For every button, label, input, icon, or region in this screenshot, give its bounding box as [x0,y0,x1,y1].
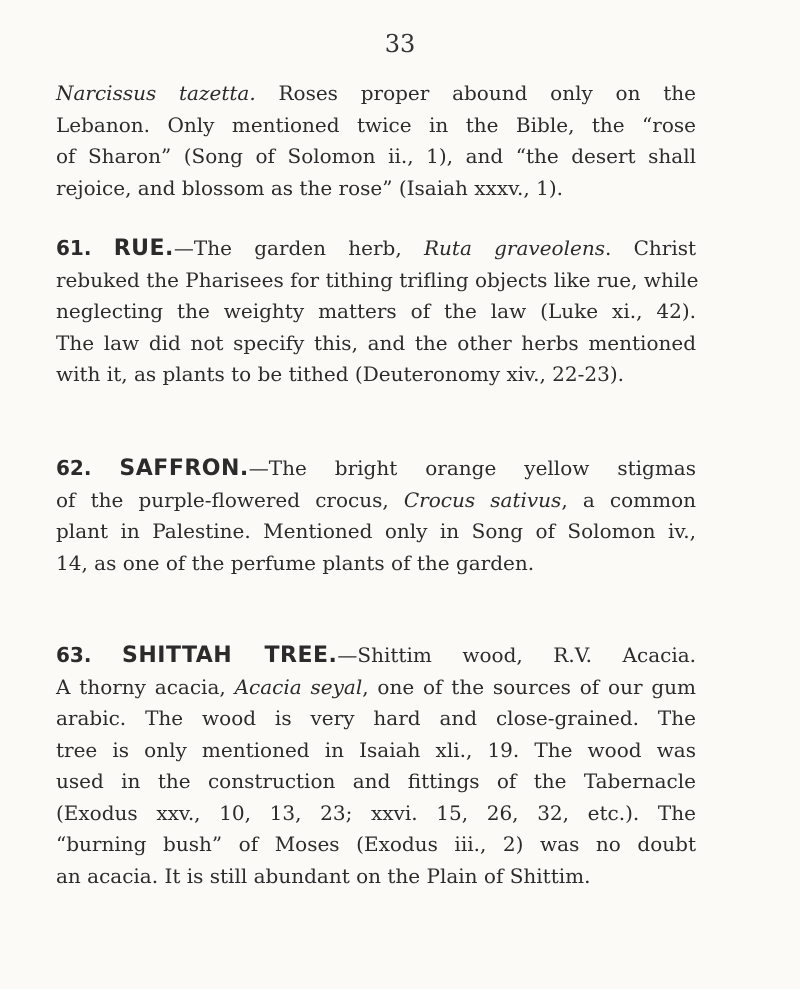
entry-heading-line [56,453,696,485]
entry-text: —Shittim wood, R.V. Acacia. [337,643,697,667]
italic-latin-name: Ruta graveolens [423,236,605,260]
entry-61-rue [56,233,699,391]
text-line: used in the construction and fittings of the Tabernacle [56,769,696,793]
text-span: Roses proper abound only on the [255,81,696,105]
entry-number: 62. [56,456,92,480]
italic-latin-name: Narcissus tazetta. [56,81,256,105]
entry-text: —The bright orange yellow stigmas [248,456,696,480]
italic-latin-name: Crocus sativus [403,487,562,512]
text-line: with it, as plants to be tithed (Deuteronomy xiv., 22-23). [56,362,624,386]
text-line: arabic. The wood is very hard and close-grained. The [56,706,696,730]
entry-title: SAFFRON. [119,456,249,481]
text-line: rebuked the Pharisees for tithing trifling objects like rue, while [56,267,699,292]
intro-paragraph [56,78,696,204]
text-line: (Exodus xxv., 10, 13, 23; xxvi. 15, 26, 32, etc.). The [56,800,696,825]
text-line: an acacia. It is still abundant on the Plain of Shittim. [56,863,591,888]
text-line [56,78,696,110]
text-line: rejoice, and blossom as the rose” (Isaiah xxxv., 1). [56,175,563,200]
text-line: of the purple-flowered crocus, Crocus sativus, a common [56,487,696,512]
entry-text: —The garden herb, Ruta graveolens. Christ [173,236,697,260]
entry-number: 61. [56,236,92,260]
entry-heading-line [56,233,696,265]
text-line: neglecting the weighty matters of the law (Luke xi., 42). [56,299,696,323]
text-line: plant in Palestine. Mentioned only in Song of Solomon iv., [56,519,696,543]
entry-number: 63. [56,643,92,667]
text-line: A thorny acacia, Acacia seyal, one of the sources of our gum [56,674,697,699]
text-line: The law did not specify this, and the other herbs mentioned [56,330,696,355]
text-line: of Sharon” (Song of Solomon ii., 1), and “the desert shall [56,144,696,168]
entry-62-saffron [56,453,696,579]
text-line: Lebanon. Only mentioned twice in the Bible, the “rose [56,112,696,137]
entry-title: RUE. [113,236,174,261]
page-number: 33 [384,30,416,58]
text-line: tree is only mentioned in Isaiah xli., 19. The wood was [56,737,696,762]
text-line: “burning bush” of Moses (Exodus iii., 2) was no doubt [56,832,696,856]
italic-latin-name: Acacia seyal [234,674,363,699]
entry-63-shittah-tree [56,640,696,892]
entry-heading-line [56,640,696,672]
entry-title: SHITTAH TREE. [122,643,338,668]
text-line: 14, as one of the perfume plants of the garden. [56,550,535,575]
